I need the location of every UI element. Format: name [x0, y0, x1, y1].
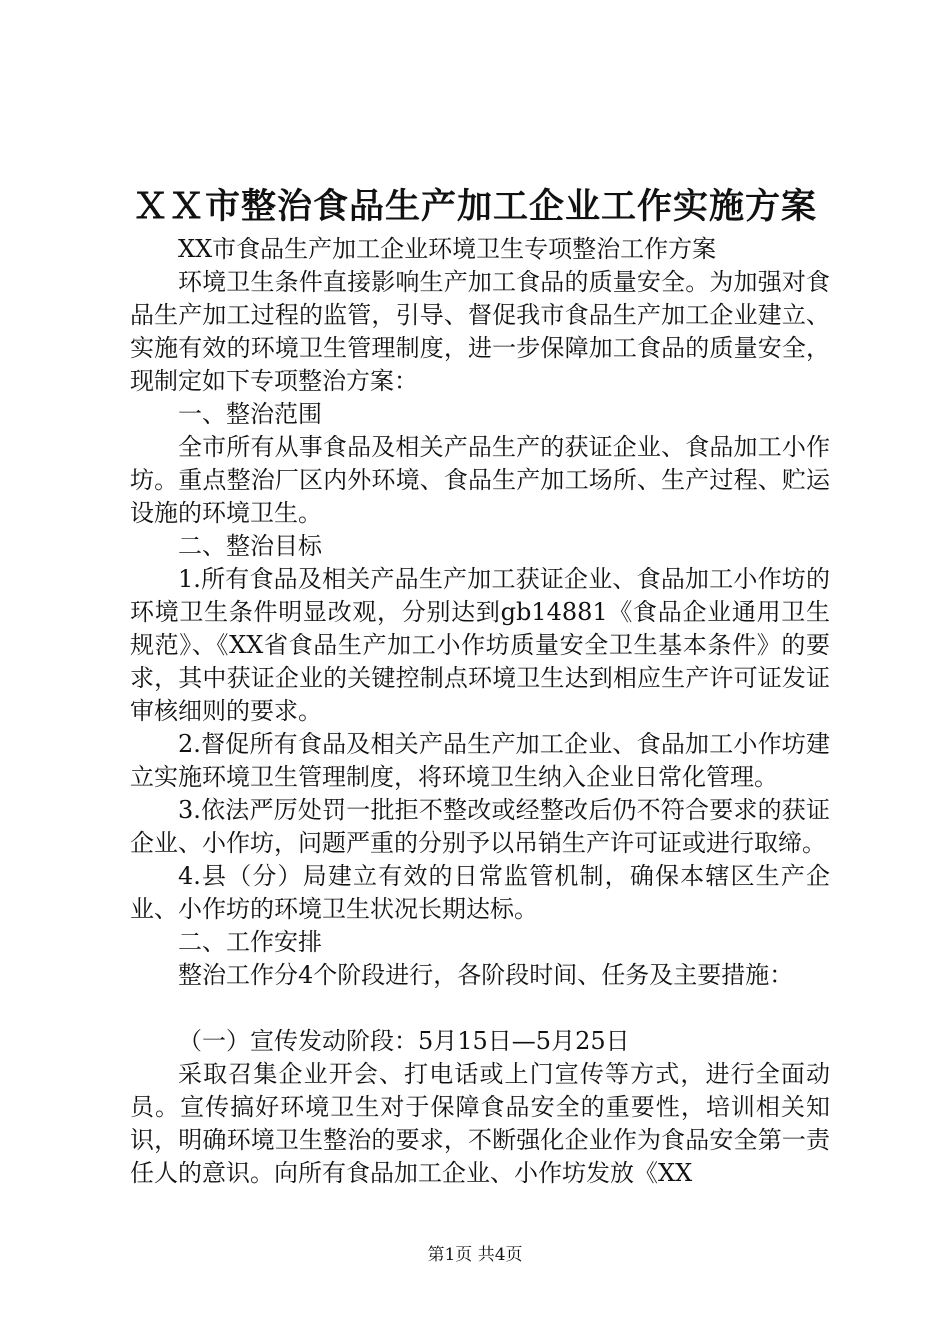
- phase-heading-1: （一）宣传发动阶段：5月15日—5月25日: [178, 1027, 630, 1055]
- phase-1-paragraph: 采取召集企业开会、打电话或上门宣传等方式，进行全面动员。宣传搞好环境卫生对于保障食品安全的重要性，培训相关知识，明确环境卫生整治的要求，不断强化企业作为食品安全第一责任人的意识。向所有食品加工企业、小作坊发放《XX: [130, 1060, 830, 1187]
- goal-item-1: 1.所有食品及相关产品生产加工获证企业、食品加工小作坊的环境卫生条件明显改观，分别达到gb14881《食品企业通用卫生规范》、《XX省食品生产加工小作坊质量安全卫生基本条件》的要求，其中获证企业的关键控制点环境卫生达到相应生产许可证发证审核细则的要求。: [130, 565, 830, 725]
- document-title: ＸＸ市整治食品生产加工企业工作实施方案: [132, 186, 817, 227]
- subtitle-paragraph: XX市食品生产加工企业环境卫生专项整治工作方案: [178, 235, 717, 263]
- section-heading-scope: 一、整治范围: [178, 400, 322, 428]
- arrangement-paragraph: 整治工作分4个阶段进行，各阶段时间、任务及主要措施：: [178, 961, 794, 989]
- intro-paragraph: 环境卫生条件直接影响生产加工食品的质量安全。为加强对食品生产加工过程的监管，引导、督促我市食品生产加工企业建立、实施有效的环境卫生管理制度，进一步保障加工食品的质量安全，现制定如下专项整治方案：: [130, 268, 830, 395]
- goal-item-4: 4.县（分）局建立有效的日常监管机制，确保本辖区生产企业、小作坊的环境卫生状况长期达标。: [130, 862, 830, 923]
- goal-item-2: 2.督促所有食品及相关产品生产加工企业、食品加工小作坊建立实施环境卫生管理制度，将环境卫生纳入企业日常化管理。: [130, 730, 830, 791]
- document-body: [130, 233, 830, 1190]
- page-footer: 第1页 共4页: [427, 1245, 523, 1265]
- scope-paragraph: 全市所有从事食品及相关产品生产的获证企业、食品加工小作坊。重点整治厂区内外环境、食品生产加工场所、生产过程、贮运设施的环境卫生。: [130, 433, 830, 527]
- section-heading-goals: 二、整治目标: [178, 532, 322, 560]
- section-heading-arrangement: 二、工作安排: [178, 928, 322, 956]
- goal-item-3: 3.依法严厉处罚一批拒不整改或经整改后仍不符合要求的获证企业、小作坊，问题严重的分别予以吊销生产许可证或进行取缔。: [130, 796, 830, 857]
